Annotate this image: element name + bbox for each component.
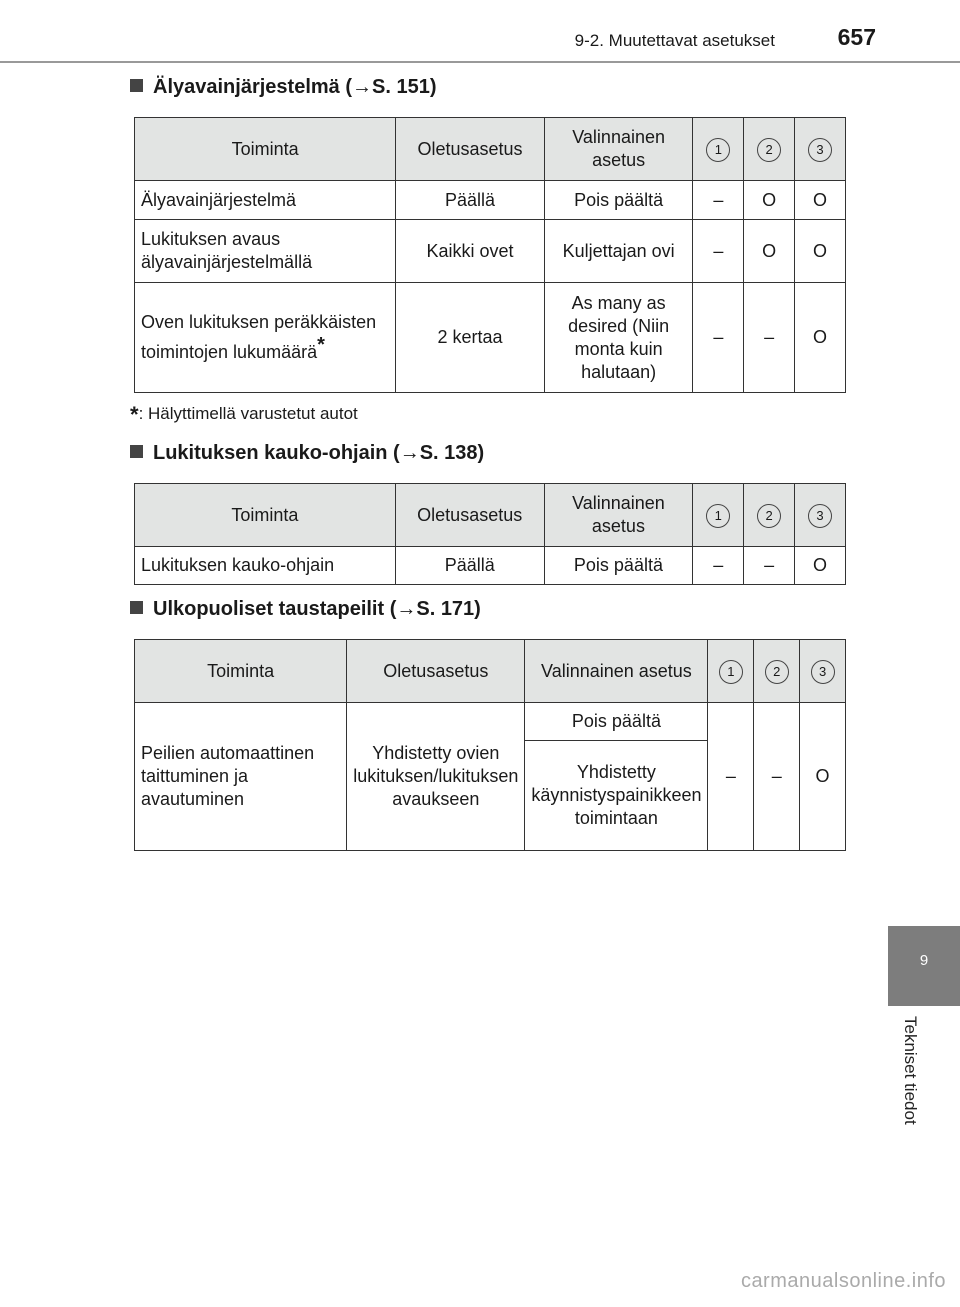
cell-function (135, 283, 396, 393)
col-1 (693, 484, 744, 547)
chapter-label: Tekniset tiedot (901, 1016, 920, 1125)
footnote-text: : Hälyttimellä varustetut autot (138, 404, 358, 423)
col-function: Toiminta (135, 640, 347, 703)
cell-default: Kaikki ovet (396, 220, 545, 283)
settings-table-smart-key (134, 117, 846, 393)
table-row (135, 181, 846, 220)
col-1 (708, 640, 754, 703)
table-header-row (135, 640, 846, 703)
square-bullet-icon (130, 601, 143, 614)
cell-c3: O (795, 283, 846, 393)
footnote-star: * (130, 402, 139, 427)
table-row (135, 220, 846, 283)
cell-c3: O (800, 703, 846, 851)
section-heading-text: Lukituksen kauko-ohjain (→S. 138) (153, 442, 485, 464)
section-heading-mirrors (130, 598, 481, 621)
col-optional: Valinnainen asetus (544, 118, 693, 181)
chapter-label-container (880, 1016, 940, 1156)
cell-optional: Kuljettajan ovi (544, 220, 693, 283)
cell-c1: – (693, 181, 744, 220)
col-3 (795, 118, 846, 181)
cell-optional: Pois päältä (544, 547, 693, 585)
circled-2-icon: 2 (765, 660, 789, 684)
cell-function: Lukituksen kauko-ohjain (135, 547, 396, 585)
col-3 (800, 640, 846, 703)
cell-c3: O (795, 547, 846, 585)
section-heading-text: Ulkopuoliset taustapeilit (→S. 171) (153, 598, 481, 620)
col-2 (754, 640, 800, 703)
cell-default: Päällä (396, 181, 545, 220)
section-heading-smart-key (130, 76, 436, 99)
col-optional: Valinnainen asetus (525, 640, 708, 703)
cell-c1: – (693, 283, 744, 393)
col-2 (744, 118, 795, 181)
table-header-row (135, 118, 846, 181)
table-row (135, 547, 846, 585)
circled-3-icon: 3 (808, 504, 832, 528)
table-row (135, 703, 846, 741)
section-heading-remote (130, 442, 484, 465)
circled-1-icon: 1 (706, 504, 730, 528)
footnote-mark: * (317, 334, 325, 356)
chapter-tab (888, 926, 960, 1006)
page-number: 657 (837, 24, 876, 50)
circled-2-icon: 2 (757, 138, 781, 162)
circled-2-icon: 2 (757, 504, 781, 528)
col-1 (693, 118, 744, 181)
cell-c2: – (744, 283, 795, 393)
footnote (130, 402, 358, 428)
table-header-row (135, 484, 846, 547)
watermark: carmanualsonline.info (740, 1270, 946, 1292)
cell-function-text: Oven lukituksen peräkkäisten toimintojen lukumäärä (141, 312, 377, 362)
col-3 (795, 484, 846, 547)
cell-default: 2 kertaa (396, 283, 545, 393)
circled-1-icon: 1 (719, 660, 743, 684)
section-title: 9-2. Muutettavat asetukset (574, 31, 775, 50)
col-default: Oletusasetus (395, 484, 544, 547)
cell-c1: – (708, 703, 754, 851)
cell-function: Peilien automaattinen taittuminen ja avautuminen (135, 703, 347, 851)
cell-c2: O (744, 181, 795, 220)
cell-default: Yhdistetty ovien lukituksen/lukituksen avaukseen (347, 703, 525, 851)
cell-c3: O (795, 181, 846, 220)
circled-1-icon: 1 (706, 138, 730, 162)
cell-optional-2: Yhdistetty käynnistyspainikkeen toimintaan (525, 741, 708, 851)
cell-default: Päällä (395, 547, 544, 585)
col-optional: Valinnainen asetus (544, 484, 693, 547)
cell-optional: Pois päältä (525, 703, 708, 741)
section-heading-text: Älyavainjärjestelmä (→S. 151) (153, 76, 437, 98)
cell-c1: – (693, 547, 744, 585)
table-row (135, 283, 846, 393)
cell-c2: – (744, 547, 795, 585)
cell-c2: – (754, 703, 800, 851)
circled-3-icon: 3 (808, 138, 832, 162)
page-header (0, 0, 960, 62)
square-bullet-icon (130, 445, 143, 458)
col-2 (744, 484, 795, 547)
settings-table-remote (134, 483, 846, 585)
chapter-number: 9 (919, 952, 929, 969)
cell-function: Lukituksen avaus älyavainjärjestelmällä (135, 220, 396, 283)
col-function: Toiminta (135, 484, 396, 547)
circled-3-icon: 3 (811, 660, 835, 684)
settings-table-mirrors (134, 639, 846, 851)
col-default: Oletusasetus (396, 118, 545, 181)
col-function: Toiminta (135, 118, 396, 181)
cell-c1: – (693, 220, 744, 283)
col-default: Oletusasetus (347, 640, 525, 703)
cell-c3: O (795, 220, 846, 283)
cell-c2: O (744, 220, 795, 283)
cell-optional: As many as desired (Niin monta kuin halutaan) (544, 283, 693, 393)
header-rule (0, 61, 960, 63)
cell-function: Älyavainjärjestelmä (135, 181, 396, 220)
cell-optional: Pois päältä (544, 181, 693, 220)
square-bullet-icon (130, 79, 143, 92)
